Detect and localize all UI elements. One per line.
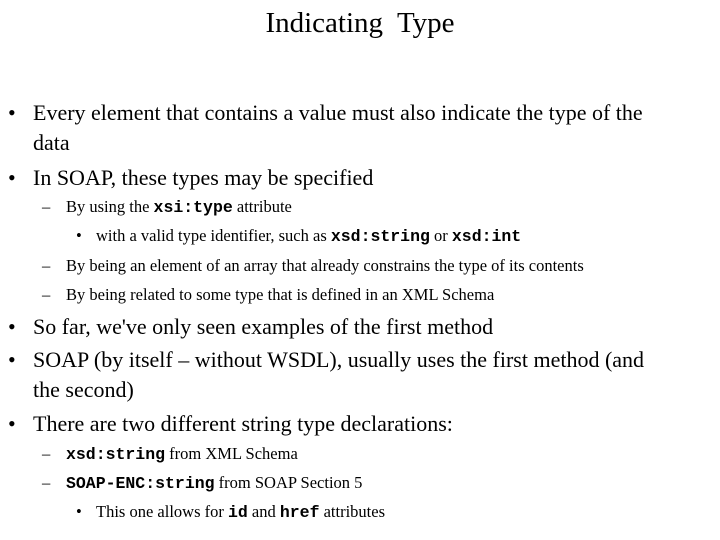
slide-title: Indicating Type [265, 7, 455, 39]
bullet-5-sub-2-sub [76, 501, 385, 524]
bullet-5 [8, 409, 453, 439]
code-soap-enc-string: SOAP-ENC:string [66, 474, 215, 493]
bullet-4-text-2: the second) [33, 377, 134, 402]
sub-sub-text: and [247, 502, 280, 521]
bullet-2-sub-1 [42, 196, 292, 219]
bullet-5-sub-2 [42, 472, 362, 495]
bullet-marker: • [8, 165, 16, 190]
sub-sub-text: or [429, 226, 452, 245]
bullet-1-continuation [8, 128, 70, 158]
dot-marker: • [76, 226, 82, 245]
bullet-2-sub-1-sub [76, 225, 521, 248]
dash-marker: – [42, 256, 51, 275]
sub-text: By being related to some type that is defined in an XML Schema [66, 285, 495, 304]
sub-sub-text: with a valid type identifier, such as [96, 226, 331, 245]
bullet-2-sub-2 [42, 255, 584, 277]
dash-marker: – [42, 473, 51, 492]
sub-text: from XML Schema [165, 444, 298, 463]
bullet-marker: • [8, 347, 16, 372]
dot-marker: • [76, 502, 82, 521]
bullet-5-text: There are two different string type declarations: [33, 411, 453, 436]
sub-sub-text: attributes [319, 502, 386, 521]
code-href: href [279, 503, 320, 522]
bullet-5-sub-1 [42, 443, 298, 466]
code-xsd-string: xsd:string [330, 227, 430, 246]
bullet-3-text: So far, we've only seen examples of the first method [33, 314, 494, 339]
bullet-1-text-2: data [33, 130, 70, 155]
bullet-3 [8, 312, 493, 342]
dash-marker: – [42, 444, 51, 463]
bullet-4-continuation [8, 375, 134, 405]
dash-marker: – [42, 197, 51, 216]
bullet-marker: • [8, 314, 16, 339]
bullet-1 [8, 98, 643, 128]
code-xsd-string: xsd:string [66, 445, 166, 464]
sub-text: By using the [66, 197, 154, 216]
dash-marker: – [42, 285, 51, 304]
sub-sub-text: This one allows for [96, 502, 228, 521]
bullet-2 [8, 163, 373, 193]
code-id: id [227, 503, 248, 522]
code-xsd-int: xsd:int [451, 227, 522, 246]
sub-text: By being an element of an array that already constrains the type of its contents [66, 256, 584, 275]
sub-text: from SOAP Section 5 [214, 473, 363, 492]
bullet-marker: • [8, 411, 16, 436]
bullet-4-text: SOAP (by itself – without WSDL), usually uses the first method (and [33, 347, 645, 372]
code-xsi-type: xsi:type [153, 198, 233, 217]
bullet-4 [8, 345, 644, 375]
bullet-2-text: In SOAP, these types may be specified [33, 165, 374, 190]
bullet-2-sub-3 [42, 284, 494, 306]
sub-text: attribute [232, 197, 292, 216]
bullet-1-text: Every element that contains a value must also indicate the type of the [33, 100, 643, 125]
bullet-marker: • [8, 100, 16, 125]
